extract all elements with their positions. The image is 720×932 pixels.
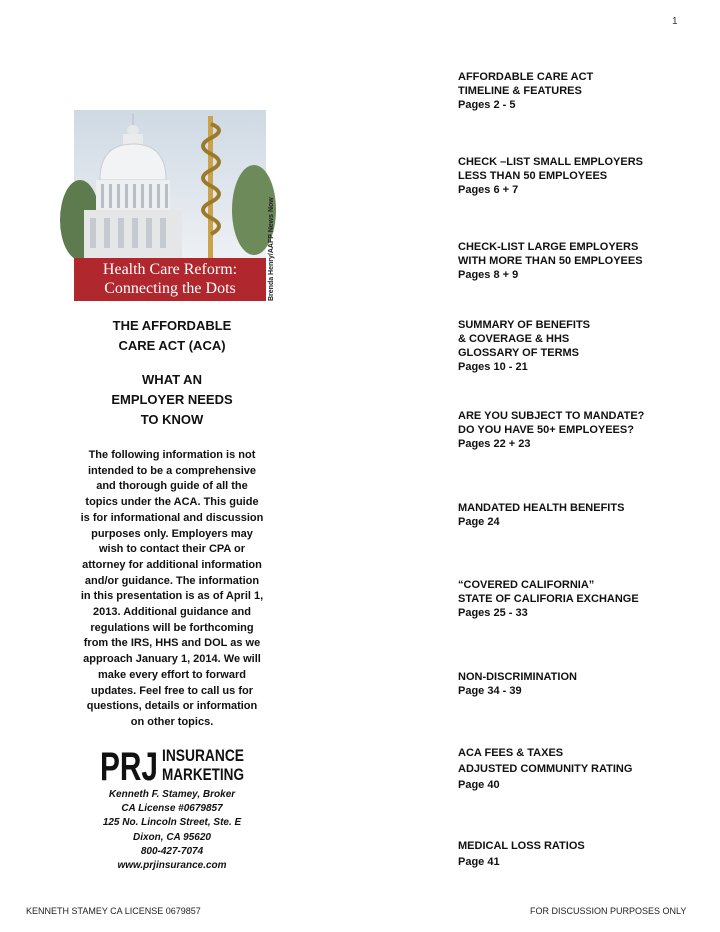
toc-pages: Pages 6 + 7 <box>458 184 519 196</box>
toc-entry-covered-california <box>458 578 708 620</box>
contact-city: Dixon, CA 95620 <box>133 831 211 843</box>
toc-line: ADJUSTED COMMUNITY RATING <box>458 763 633 775</box>
contact-phone: 800-427-7074 <box>140 845 204 857</box>
toc-line: ARE YOU SUBJECT TO MANDATE? <box>458 410 645 422</box>
intro-line: 2013. Additional guidance and <box>93 606 251 619</box>
contact-website: www.prjinsurance.com <box>117 860 227 872</box>
intro-line: The following information is not <box>88 449 256 461</box>
toc-line: SUMMARY OF BENEFITS <box>458 319 591 331</box>
intro-line: purposes only. Employers may <box>91 527 253 540</box>
contact-info <box>68 788 276 873</box>
intro-line: approach January 1, 2014. We will <box>83 653 261 666</box>
toc-pages: Pages 25 - 33 <box>458 607 528 619</box>
toc-entry-timeline <box>458 70 708 112</box>
subtitle-line: EMPLOYER NEEDS <box>111 392 233 407</box>
toc-pages: Pages 2 - 5 <box>458 99 516 111</box>
intro-line: regulations will be forthcoming <box>90 621 254 634</box>
toc-line: GLOSSARY OF TERMS <box>458 347 580 359</box>
intro-line: and/or guidance. The information <box>84 574 260 587</box>
toc-entry-summary-benefits <box>458 318 708 374</box>
cover-image <box>74 110 266 301</box>
intro-line: topics under the ACA. This guide <box>85 496 259 509</box>
intro-line: wish to contact their CPA or <box>98 543 246 556</box>
intro-line: intended to be a comprehensive <box>87 464 257 477</box>
toc-pages: Pages 8 + 9 <box>458 269 519 281</box>
toc-entry-small-employers <box>458 155 708 197</box>
toc-entry-non-discrimination <box>458 670 708 698</box>
cover-title-line: Health Care Reform: <box>102 261 238 278</box>
toc-line: DO YOU HAVE 50+ EMPLOYEES? <box>458 424 634 436</box>
toc-entry-fees-taxes <box>458 745 708 793</box>
toc-line: LESS THAN 50 EMPLOYEES <box>458 170 608 182</box>
contact-address: 125 No. Lincoln Street, Ste. E <box>102 817 242 829</box>
intro-paragraph <box>68 448 276 731</box>
cover-title-line: Connecting the Dots <box>104 280 236 297</box>
title-line: THE AFFORDABLE <box>112 318 232 333</box>
intro-line: and thorough guide of all the <box>96 480 248 493</box>
toc-entry-mandated-benefits <box>458 501 708 529</box>
document-title <box>68 316 276 356</box>
intro-line: from the IRS, HHS and DOL as we <box>83 637 261 650</box>
intro-line: in this presentation is as of April 1, <box>80 590 264 603</box>
toc-line: CHECK-LIST LARGE EMPLOYERS <box>458 241 639 253</box>
intro-line: on other topics. <box>130 715 214 728</box>
toc-line: CHECK –LIST SMALL EMPLOYERS <box>458 156 643 168</box>
toc-pages: Page 41 <box>458 856 500 868</box>
title-line: CARE ACT (ACA) <box>118 338 226 353</box>
intro-line: make every effort to forward <box>98 668 246 681</box>
toc-line: WITH MORE THAN 50 EMPLOYEES <box>458 255 643 267</box>
photo-credit-text: Brenda Henry/AAFP News Now <box>268 197 275 301</box>
toc-pages: Page 40 <box>458 779 500 791</box>
logo-line2: MARKETING <box>162 765 244 784</box>
intro-line: attorney for additional information <box>82 558 262 571</box>
photo-credit <box>268 195 280 305</box>
toc-pages: Pages 10 - 21 <box>458 361 528 373</box>
logo-mark: PRJ <box>100 745 158 789</box>
intro-line: updates. Feel free to call us for <box>91 684 253 697</box>
toc-line: MANDATED HEALTH BENEFITS <box>458 502 625 514</box>
toc-entry-medical-loss-ratios <box>458 838 708 870</box>
toc-line: ACA FEES & TAXES <box>458 747 564 759</box>
footer-license: KENNETH STAMEY CA LICENSE 0679857 <box>26 906 201 916</box>
page-number: 1 <box>672 16 678 27</box>
cover-title <box>74 260 266 298</box>
toc-line: “COVERED CALIFORNIA” <box>458 579 595 591</box>
toc-entry-large-employers <box>458 240 708 282</box>
toc-line: MEDICAL LOSS RATIOS <box>458 840 585 852</box>
toc-line: AFFORDABLE CARE ACT <box>458 71 594 83</box>
document-subtitle <box>68 370 276 430</box>
toc-pages: Page 24 <box>458 516 500 528</box>
toc-line: & COVERAGE & HHS <box>458 333 570 345</box>
toc-line: NON-DISCRIMINATION <box>458 671 577 683</box>
toc-pages: Pages 22 + 23 <box>458 438 531 450</box>
logo-line1: INSURANCE <box>162 746 244 765</box>
toc-entry-mandate <box>458 409 708 451</box>
intro-line: questions, details or information <box>86 700 258 713</box>
toc-pages: Page 34 - 39 <box>458 685 522 697</box>
footer-disclaimer: FOR DISCUSSION PURPOSES ONLY <box>530 906 687 916</box>
company-logo <box>100 744 250 789</box>
subtitle-line: WHAT AN <box>142 372 202 387</box>
toc-line: STATE OF CALIFORIA EXCHANGE <box>458 593 639 605</box>
contact-license: CA License #0679857 <box>121 803 223 815</box>
intro-line: is for informational and discussion <box>80 511 264 524</box>
subtitle-line: TO KNOW <box>140 412 204 427</box>
toc-line: TIMELINE & FEATURES <box>458 85 582 97</box>
contact-name: Kenneth F. Stamey, Broker <box>108 789 236 800</box>
